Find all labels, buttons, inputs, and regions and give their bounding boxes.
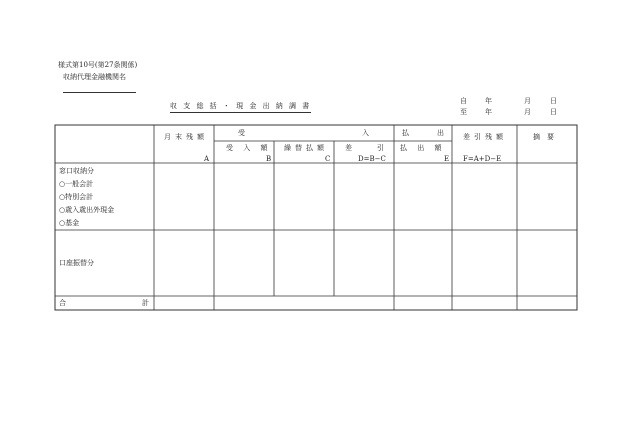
letter-a: A [204, 155, 210, 163]
row-transfer: 口座振替分 [59, 259, 94, 267]
col-balance-header: 月末残額 [164, 133, 208, 141]
document-title: 収 支 総 括 ・ 現 金 出 納 調 書 [170, 102, 311, 113]
form-number: 様式第10号(第27条関係) [58, 61, 138, 69]
period-from-label: 自 [460, 97, 467, 105]
agency-label: 収納代理金融機関名 [63, 73, 126, 81]
period-to-year: 年 [485, 108, 492, 116]
period-to-day: 日 [550, 108, 557, 116]
sub-payment-amount: 払 出 額 [400, 144, 446, 152]
sub-transfer: 繰替払額 [284, 144, 328, 152]
period-from-day: 日 [550, 97, 557, 105]
period-from-month: 月 [524, 97, 531, 105]
period-to-label: 至 [460, 108, 467, 116]
row-fund: ○基金 [59, 219, 80, 227]
col-diff-balance-header: 差引残額 [463, 133, 507, 141]
row-special: ○特別会計 [59, 193, 94, 201]
row-window-title: 窓口収納分 [59, 167, 94, 175]
sub-net-right: 引 [377, 144, 384, 152]
letter-c: C [325, 155, 331, 163]
period-to-month: 月 [524, 108, 531, 116]
letter-b: B [266, 155, 272, 163]
total-left: 合 [59, 299, 66, 307]
letter-e: E [444, 155, 450, 163]
row-general: ○一般会計 [59, 180, 94, 188]
col-receipt-right: 入 [362, 129, 369, 137]
col-receipt-left: 受 [238, 129, 245, 137]
total-right: 計 [142, 299, 149, 307]
sub-net-left: 差 [345, 144, 352, 152]
col-payment-left: 払 [402, 129, 409, 137]
col-payment-right: 出 [437, 129, 444, 137]
letter-f: F=A+D−E [463, 155, 502, 163]
col-remarks-header: 摘 要 [533, 133, 554, 141]
letter-d: D=B−C [358, 155, 386, 163]
row-outside: ○歳入歳出外現金 [59, 206, 115, 214]
period-from-year: 年 [485, 97, 492, 105]
sub-receipt-amount: 受 入 額 [226, 144, 272, 152]
